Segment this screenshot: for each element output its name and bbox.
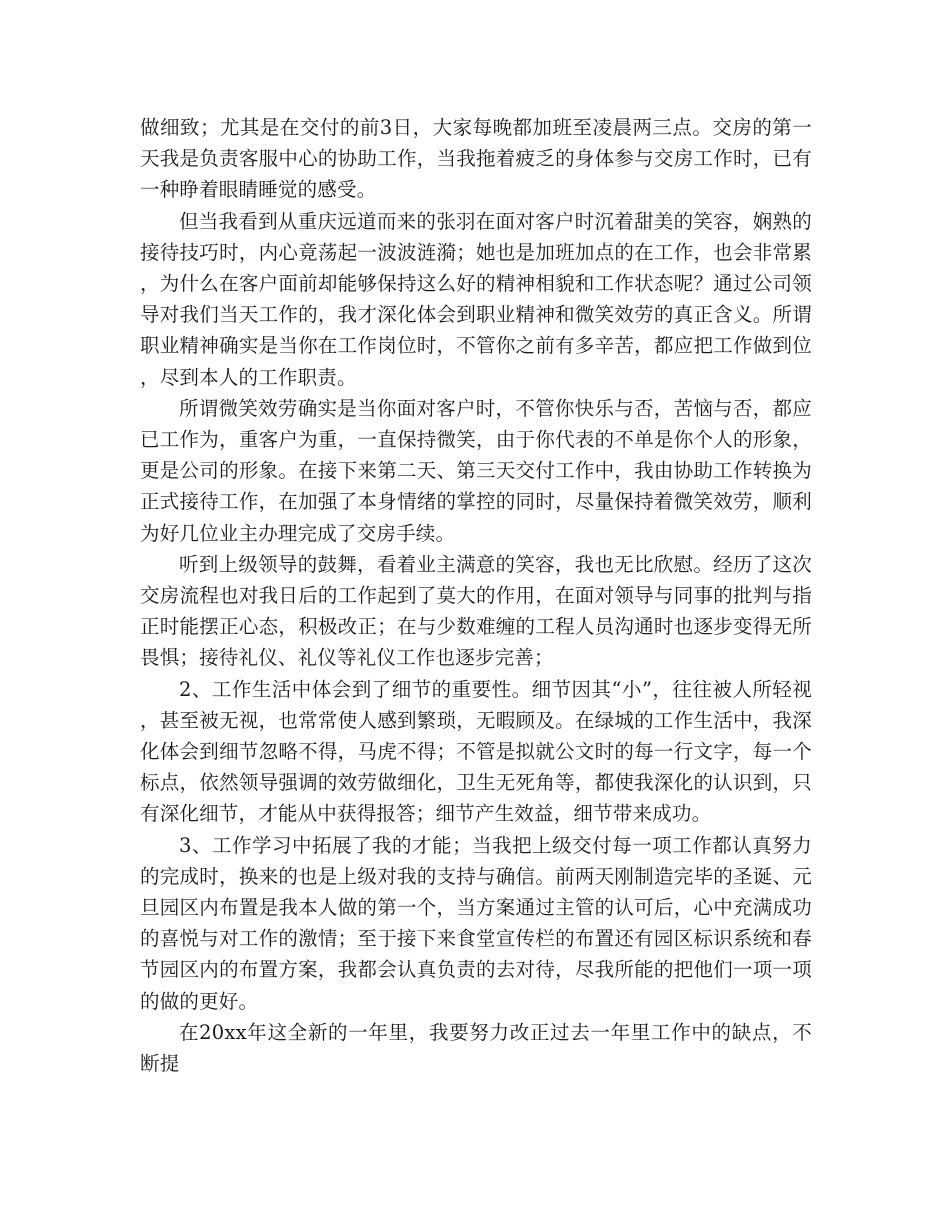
- paragraph-4: 听到上级领导的鼓舞，看着业主满意的笑容，我也无比欣慰。经历了这次交房流程也对我日后的工作起到了莫大的作用，在面对领导与同事的批判与指正时能摆正心态，积极改正；在与少数难缠的工程人员沟通时也逐步变得无所畏惧；接待礼仪、礼仪等礼仪工作也逐步完善；: [140, 552, 812, 670]
- document-body: [140, 112, 812, 1079]
- paragraph-6: 3、工作学习中拓展了我的才能；当我把上级交付每一项工作都认真努力的完成时，换来的也是上级对我的支持与确信。前两天刚制造完毕的圣诞、元旦园区内布置是我本人做的第一个，当方案通过主管的认可后，心中充满成功的喜悦与对工作的激情；至于接下来食堂宣传栏的布置还有园区标识系统和春节园区内的布置方案，我都会认真负责的去对待，尽我所能的把他们一项一项的做的更好。: [140, 833, 812, 1013]
- paragraph-1: 做细致；尤其是在交付的前3日，大家每晚都加班至凌晨两三点。交房的第一天我是负责客服中心的协助工作，当我拖着疲乏的身体参与交房工作时，已有一种睁着眼睛睡觉的感受。: [140, 116, 812, 202]
- paragraph-5: 2、工作生活中体会到了细节的重要性。细节因其“小”，往往被人所轻视，甚至被无视，也常常使人感到繁琐，无暇顾及。在绿城的工作生活中，我深化体会到细节忽略不得，马虎不得；不管是拟就公文时的每一行文字，每一个标点，依然领导强调的效劳做细化，卫生无死角等，都使我深化的认识到，只有深化细节，才能从中获得报答；细节产生效益，细节带来成功。: [140, 677, 812, 826]
- paragraph-3: 所谓微笑效劳确实是当你面对客户时，不管你快乐与否，苦恼与否，都应已工作为，重客户为重，一直保持微笑，由于你代表的不单是你个人的形象，更是公司的形象。在接下来第二天、第三天交付工作中，我由协助工作转换为正式接待工作，在加强了本身情绪的掌控的同时，尽量保持着微笑效劳，顺利为好几位业主办理完成了交房手续。: [140, 396, 812, 545]
- paragraph-7: 在20xx年这全新的一年里，我要努力改正过去一年里工作中的缺点，不断提: [140, 1020, 812, 1076]
- paragraph-2: 但当我看到从重庆远道而来的张羽在面对客户时沉着甜美的笑容，娴熟的接待技巧时，内心竟荡起一波波涟漪；她也是加班加点的在工作，也会非常累，为什么在客户面前却能够保持这么好的精神相貌和工作状态呢？通过公司领导对我们当天工作的，我才深化体会到职业精神和微笑效劳的真正含义。所谓职业精神确实是当你在工作岗位时，不管你之前有多辛苦，都应把工作做到位，尽到本人的工作职责。: [140, 209, 812, 389]
